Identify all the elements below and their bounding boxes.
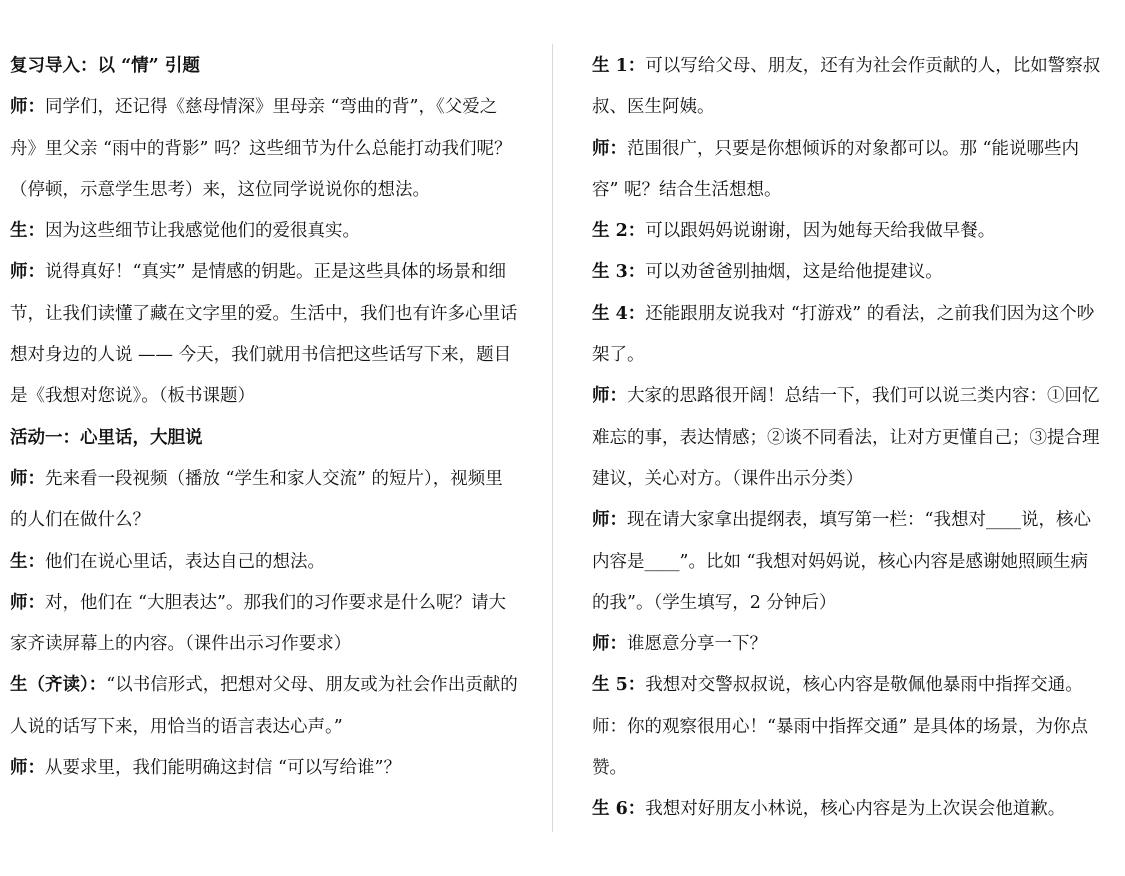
speaker-label: 生 6： bbox=[592, 799, 646, 820]
speaker-label: 师： bbox=[10, 262, 45, 283]
dialogue-text: 谁愿意分享一下？ bbox=[627, 634, 767, 655]
dialogue-paragraph bbox=[592, 665, 1104, 706]
dialogue-text: 我想对交警叔叔说，核心内容是敬佩他暴雨中指挥交通。 bbox=[645, 675, 1083, 696]
speaker-label: 生 3： bbox=[592, 262, 646, 283]
dialogue-paragraph bbox=[592, 252, 1104, 293]
dialogue-paragraph bbox=[592, 294, 1104, 377]
dialogue-paragraph bbox=[592, 789, 1104, 830]
dialogue-paragraph bbox=[10, 583, 518, 666]
left-column bbox=[10, 46, 518, 789]
speaker-label: 师： bbox=[10, 592, 45, 613]
dialogue-paragraph bbox=[10, 87, 518, 211]
speaker-label: 生 5： bbox=[592, 675, 646, 696]
section-heading-activity-one: 活动一：心里话，大胆说 bbox=[10, 427, 203, 448]
dialogue-text: 范围很广，只要是你想倾诉的对象都可以。那 “能说哪些内容” 呢？结合生活想想。 bbox=[592, 138, 1080, 200]
dialogue-text: 对，他们在 “大胆表达”。那我们的习作要求是什么呢？请大家齐读屏幕上的内容。（课件出示习作要求） bbox=[10, 592, 506, 655]
dialogue-paragraph bbox=[592, 129, 1104, 212]
speaker-label: 师： bbox=[592, 634, 627, 655]
dialogue-text: 先来看一段视频（播放 “学生和家人交流” 的短片），视频里的人们在做什么？ bbox=[10, 468, 503, 531]
dialogue-text: 我想对好朋友小林说，核心内容是为上次误会他道歉。 bbox=[645, 799, 1066, 820]
dialogue-text: 他们在说心里话，表达自己的想法。 bbox=[45, 551, 325, 572]
dialogue-paragraph bbox=[592, 376, 1104, 500]
speaker-label: 师： bbox=[592, 510, 627, 531]
speaker-label: 生 1： bbox=[592, 56, 646, 76]
dialogue-text: 可以劝爸爸别抽烟，这是给他提建议。 bbox=[645, 262, 943, 283]
speaker-label: 师： bbox=[10, 97, 45, 118]
speaker-label: 师： bbox=[10, 468, 45, 489]
dialogue-text: “以书信形式，把想对父母、朋友或为社会作出贡献的人说的话写下来，用恰当的语言表达心声。” bbox=[10, 675, 518, 737]
dialogue-text: 还能跟朋友说我对 “打游戏” 的看法，之前我们因为这个吵架了。 bbox=[592, 303, 1095, 366]
dialogue-paragraph bbox=[592, 707, 1104, 790]
dialogue-paragraph bbox=[592, 46, 1104, 129]
speaker-label: 师： bbox=[592, 138, 627, 159]
right-column bbox=[592, 46, 1104, 831]
dialogue-paragraph bbox=[592, 624, 1104, 665]
dialogue-text: 可以写给父母、朋友，还有为社会作贡献的人，比如警察叔叔、医生阿姨。 bbox=[592, 56, 1101, 118]
dialogue-paragraph bbox=[592, 500, 1104, 624]
dialogue-text: 从要求里，我们能明确这封信 “可以写给谁”？ bbox=[45, 758, 401, 779]
dialogue-text: 因为这些细节让我感觉他们的爱很真实。 bbox=[45, 221, 360, 242]
dialogue-text: 同学们，还记得《慈母情深》里母亲 “弯曲的背”，《父爱之舟》里父亲 “雨中的背影” 吗？这些细节为什么总能打动我们呢？（停顿，示意学生思考）来，这位同学说说你的想法。 bbox=[10, 97, 512, 200]
dialogue-paragraph bbox=[10, 665, 518, 748]
speaker-label: 生 4： bbox=[592, 303, 646, 324]
speaker-label: 生： bbox=[10, 551, 45, 572]
column-divider bbox=[552, 44, 553, 832]
section-heading-review: 复习导入：以 “情” 引题 bbox=[10, 56, 200, 76]
dialogue-paragraph bbox=[10, 211, 518, 252]
dialogue-paragraph bbox=[592, 211, 1104, 252]
dialogue-paragraph bbox=[10, 252, 518, 417]
dialogue-paragraph bbox=[10, 542, 518, 583]
dialogue-text: 大家的思路很开阔！总结一下，我们可以说三类内容：①回忆难忘的事，表达情感；②谈不同看法，让对方更懂自己；③提合理建议，关心对方。（课件出示分类） bbox=[592, 386, 1100, 489]
dialogue-text: 现在请大家拿出提纲表，填写第一栏：“我想对____说，核心内容是____”。比如 “我想对妈妈说，核心内容是感谢她照顾生病的我”。（学生填写，2 分钟后） bbox=[592, 510, 1091, 613]
speaker-label: 师： bbox=[592, 386, 627, 407]
dialogue-paragraph bbox=[10, 748, 518, 789]
speaker-label: 生： bbox=[10, 221, 45, 242]
speaker-label: 师： bbox=[10, 758, 45, 779]
dialogue-paragraph bbox=[10, 459, 518, 542]
speaker-label: 生 2： bbox=[592, 221, 646, 242]
dialogue-text: 可以跟妈妈说谢谢，因为她每天给我做早餐。 bbox=[645, 221, 996, 242]
speaker-label: 生（齐读）： bbox=[10, 675, 107, 696]
dialogue-text: 说得真好！“真实” 是情感的钥匙。正是这些具体的场景和细节，让我们读懂了藏在文字里的爱。生活中，我们也有许多心里话想对身边的人说 —— 今天，我们就用书信把这些话写下来，题目是《我想对您说》。（板书课题） bbox=[10, 262, 518, 407]
dialogue-text: 师：你的观察很用心！“暴雨中指挥交通” 是具体的场景，为你点赞。 bbox=[592, 716, 1088, 779]
